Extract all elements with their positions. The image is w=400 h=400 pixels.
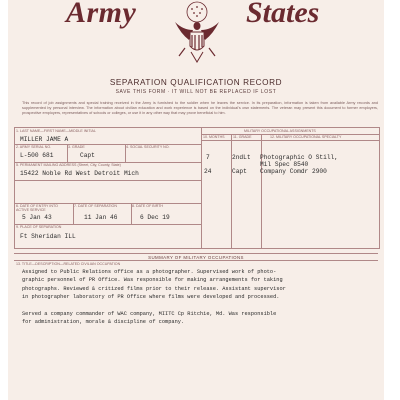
- label-grade-col: 11. GRADE: [233, 134, 252, 139]
- label-specialty: 12. MILITARY OCCUPATIONAL SPECIALTY: [270, 134, 342, 139]
- label-ssn: 4. SOCIAL SECURITY NO.: [126, 145, 170, 149]
- summary-line: Assigned to Public Relations office as a photographer. Supervised work of photo-: [22, 269, 277, 275]
- label-address: 5. PERMANENT MAILING ADDRESS (Street, City, County, State): [16, 163, 121, 167]
- banner-right-text: States: [246, 0, 320, 29]
- eagle-seal-icon: [171, 0, 223, 70]
- summary-line: graphic personnel of PR Office. Was responsible for making arrangements for taking: [22, 277, 283, 284]
- label-serial: 2. ARMY SERIAL NO.: [16, 145, 52, 149]
- value-serial: L-500 681: [20, 152, 54, 159]
- label-separation: 7. DATE OF SEPARATION: [74, 204, 117, 208]
- assignment-months: 7: [206, 154, 210, 161]
- value-address: 15422 Noble Rd West Detroit Mich: [20, 170, 139, 177]
- value-grade: Capt: [80, 152, 95, 159]
- assignment-specialty: Photographic O Still,: [260, 154, 338, 161]
- label-grade: 3. GRADE: [68, 145, 85, 149]
- assignment-grade: Capt: [232, 168, 247, 175]
- value-separation: 11 Jan 46: [84, 214, 118, 221]
- value-name: MILLER JAME A: [20, 136, 69, 143]
- summary-line: for administration, morale & discipline of company.: [22, 319, 185, 326]
- form-title: SEPARATION QUALIFICATION RECORD: [109, 78, 283, 87]
- summary-line: in photographer laboratory of PR Office where films were developed and processed.: [22, 294, 280, 301]
- summary-label: 13. TITLE—DESCRIPTION—RELATED CIVILIAN OCCUPATION: [16, 262, 121, 266]
- summary-line: photographs. Reviewed & critized films prior to their release. Assistant supervisor: [22, 285, 286, 292]
- assignment-specialty-2: Mil Spec 8540: [260, 161, 309, 168]
- label-name: 1. LAST NAME—FIRST NAME—MIDDLE INITIAL: [16, 129, 96, 133]
- summary-line: Served a company commander of WAC company, MIITC Cp Ritchie, Md. Was responsible: [22, 311, 277, 317]
- label-entry: 6. DATE OF ENTRY INTO ACTIVE SERVICE: [16, 204, 58, 212]
- summary-header: SUMMARY OF MILITARY OCCUPATIONS: [148, 254, 244, 260]
- label-place: 9. PLACE OF SEPARATION: [16, 225, 62, 229]
- assignment-grade: 2ndLt: [232, 154, 251, 161]
- value-birth: 6 Dec 19: [140, 214, 170, 221]
- form-sheet: [8, 0, 384, 400]
- label-months: 10. MONTHS: [203, 134, 225, 139]
- banner-left-text: Army: [66, 0, 137, 29]
- page-margin: [384, 0, 400, 400]
- value-place: Ft Sheridan ILL: [20, 233, 76, 240]
- assignment-specialty: Company Comdr 2900: [260, 168, 327, 175]
- form-subtitle: SAVE THIS FORM · IT WILL NOT BE REPLACED IF LOST: [115, 89, 277, 95]
- label-birth: 8. DATE OF BIRTH: [132, 204, 164, 208]
- form-banner: [8, 0, 384, 38]
- form-instructions: This record of job assignments and special training received in the Army is furnished to the soldier when he leaves the service. In its preparation, information is taken from available Army records and supplemented by personal interview. The information about civilian education and work experience is based on the individual's own statements. The veteran may present this document to former employers, prospective employers, representatives of schools or colleges, or use it in any other way that may prove beneficial to him.: [22, 101, 378, 116]
- label-mos-header: MILITARY OCCUPATIONAL ASSIGNMENTS: [244, 128, 316, 133]
- assignment-months: 24: [204, 168, 212, 175]
- value-entry: 5 Jan 43: [22, 214, 52, 221]
